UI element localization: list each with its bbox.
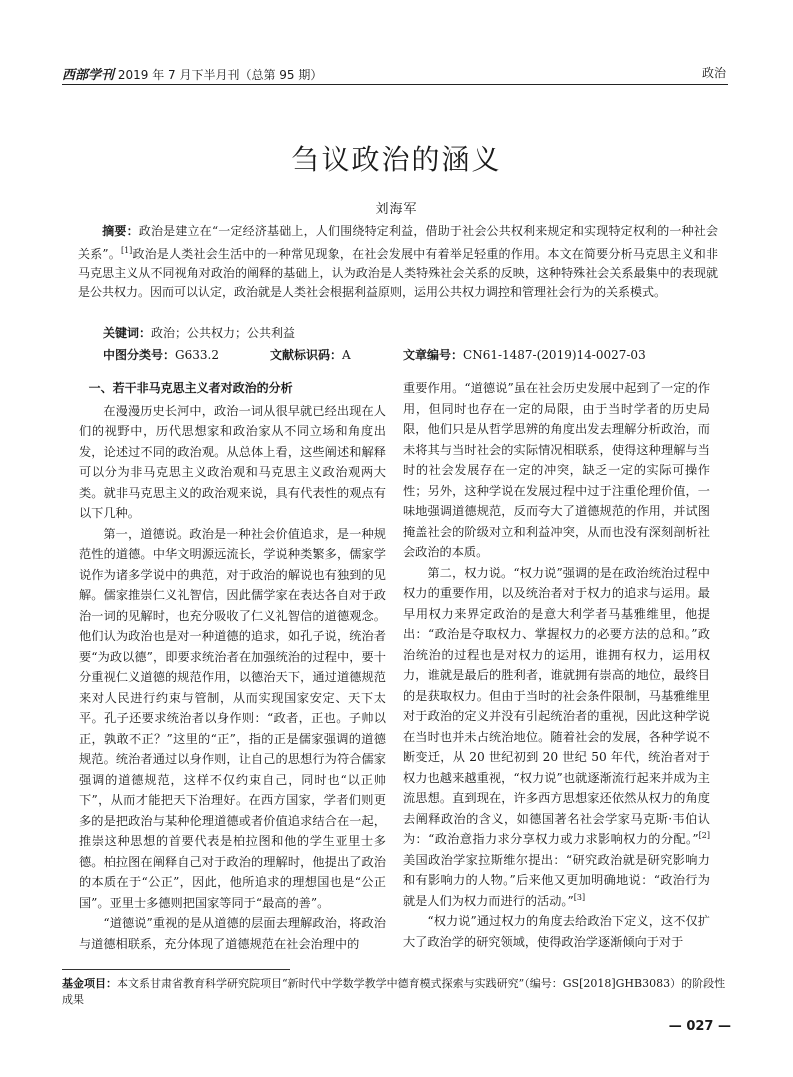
section-heading: 一、若干非马克思主义者对政治的分析 xyxy=(88,381,293,395)
paragraph-text: 美国政治学家拉斯维尔提出：“研究政治就是研究影响力和有影响力的人物。”后来他又更加明确地说：“政治行为就是人们为权力而进行的活动。” xyxy=(403,852,710,908)
article-author: 刘海军 xyxy=(375,202,418,217)
abstract-text-2: 政治是人类社会生活中的一种常见现象，在社会发展中有着举足轻重的作用。本文在简要分析马克思主义和非马克思主义从不同视角对政治的阐释的基础上，认为政治是人类特殊社会关系的反映，这种特殊社会关系最集中的表现就是公共权力。因而可以认定，政治就是人类社会根据利益原则，运用公共权力调控和管理社会行为的关系模式。 xyxy=(78,247,718,299)
abstract xyxy=(78,222,718,302)
paragraph: 第一，道德说。政治是一种社会价值追求，是一种规范性的道德。中华文明源远流长，学说种类繁多，儒家学说作为诸多学说中的典范，对于政治的解说也有独到的见解。儒家推崇仁义礼智信，因此儒学家在表达各自对于政治一词的见解时，也充分吸收了仁义礼智信的道德观念。他们认为政治也是对一种道德的追求，如孔子说，统治者要“为政以德”，即要求统治者在加强统治的过程中，要十分重视仁义道德的规范作用，以德治天下，通过道德规范来对人民进行约束与管制，从而实现国家安定、天下太平。孔子还要求统治者以身作则：“政者，正也。子帅以正，孰敢不正？”这里的“正”，指的正是儒家强调的道德规范。统治者通过以身作则，让自己的思想行为符合儒家强调的道德规范，这样不仅约束自己，同时也“以正帅下”，从而才能把天下治理好。在西方国家，学者们则更多的是把政治与某种伦理道德或者价值追求结合在一起，推崇这种思想的首要代表是柏拉图和他的学生亚里士多德。柏拉图在阐释自己对于政治的理解时，他提出了政治的本质在于“公正”，因此，他所追求的理想国也是“公正国”。亚里士多德则把国家等同于“最高的善”。 xyxy=(79,526,386,910)
article-id xyxy=(403,346,646,363)
classification xyxy=(103,346,219,363)
citation: [3] xyxy=(573,892,586,902)
abstract-label: 摘要： xyxy=(102,224,139,238)
header-rule xyxy=(62,84,728,85)
doc-code-label: 文献标识码： xyxy=(270,348,343,362)
footnote-text: 本文系甘肃省教育科学研究院项目“新时代中学数学教学中德育模式探索与实践研究”（编号：GS[2018]GHB3083）的阶段性成果 xyxy=(62,977,726,1006)
paragraph: “道德说”重视的是从道德的层面去理解政治，将政治与道德相联系，充分体现了道德规范在社会治理中的 xyxy=(79,916,386,951)
doc-code xyxy=(270,346,351,363)
keywords xyxy=(103,324,295,341)
paragraph: “权力说”通过权力的角度去给政治下定义，这不仅扩大了政治学的研究领域，使得政治学逐渐倾向于对于 xyxy=(403,914,710,949)
classification-value: G633.2 xyxy=(175,348,219,362)
article-id-value: CN61-1487-(2019)14-0027-03 xyxy=(463,348,646,362)
article-id-label: 文章编号： xyxy=(403,348,464,362)
left-column xyxy=(79,378,386,954)
classification-label: 中图分类号： xyxy=(103,348,176,362)
issue-info: 2019 年 7 月下半月刊（总第 95 期） xyxy=(117,68,323,82)
paragraph: 在漫漫历史长河中，政治一词从很早就已经出现在人们的视野中，历代思想家和政治家从不同立场和角度出发，论述过不同的政治观。从总体上看，这些阐述和解释可以分为非马克思主义政治观和马克思主义政治观两大类。就非马克思主义的政治观来说，具有代表性的观点有以下几种。 xyxy=(79,403,386,520)
keywords-value: 政治；公共权力；公共利益 xyxy=(151,326,296,340)
article-title: 刍议政治的涵义 xyxy=(291,143,502,176)
keywords-label: 关键词： xyxy=(103,326,152,340)
section-label: 政治 xyxy=(701,66,726,80)
citation: [2] xyxy=(698,830,710,840)
abstract-text-1: 政治是建立在“一定经济基础上，人们围绕特定利益，借助于社会公共权利来规定和实现特定权利的一种社会关系”。 xyxy=(78,224,718,261)
abstract-citation: [1] xyxy=(120,246,133,255)
footnote-rule xyxy=(62,969,290,970)
funding-footnote xyxy=(62,976,728,1008)
right-column xyxy=(403,378,710,952)
journal-logo: 西部学刊 xyxy=(62,68,115,83)
paragraph: 重要作用。“道德说”虽在社会历史发展中起到了一定的作用，但同时也存在一定的局限，由于当时学者的历史局限，他们只是从哲学思辨的角度出发去理解分析政治，而未将其与当时社会的实际情况相联系，使得这种理解与当时的社会发展存在一定的冲突，缺乏一定的实际可操作性；另外，这种学说在发展过程中过于注重伦理价值，一味地强调道德规范，反而夸大了道德规范的作用，并试图掩盖社会的阶级对立和利益冲突，从而也没有深刻剖析社会政治的本质。 xyxy=(403,381,710,559)
footnote-label: 基金项目： xyxy=(62,977,117,990)
paragraph xyxy=(403,563,710,912)
header-left xyxy=(62,64,322,83)
page-number: — 027 — xyxy=(668,1019,731,1034)
running-header xyxy=(62,62,728,84)
doc-code-value: A xyxy=(342,348,351,362)
paragraph-text: 第二，权力说。“权力说”强调的是在政治统治过程中权力的重要作用，以及统治者对于权力的追求与运用。最早用权力来界定政治的是意大利学者马基雅维里，他提出：“政治是夺取权力、掌握权力的必要方法的总和。”政治统治的过程也是对权力的运用，谁拥有权力，运用权力，谁就是最后的胜利者，谁就拥有崇高的地位，最终目的是获取权力。但由于当时的社会条件限制，马基雅维里对于政治的定义并没有引起统治者的重视，因此这种学说在当时也并未占统治地位。随着社会的发展，各种学说不断变迁，从 20 世纪初到 20 世纪 50 年代，统治者对于权力也越来越重视，“权力说”也就逐渐流行起来并成为主流思想。直到现在，许多西方思想家还依然从权力的角度去阐释政治的含义，如德国著名社会学家马克斯·韦伯认为：“政治意指力求分享权力或力求影响权力的分配。” xyxy=(403,565,710,846)
